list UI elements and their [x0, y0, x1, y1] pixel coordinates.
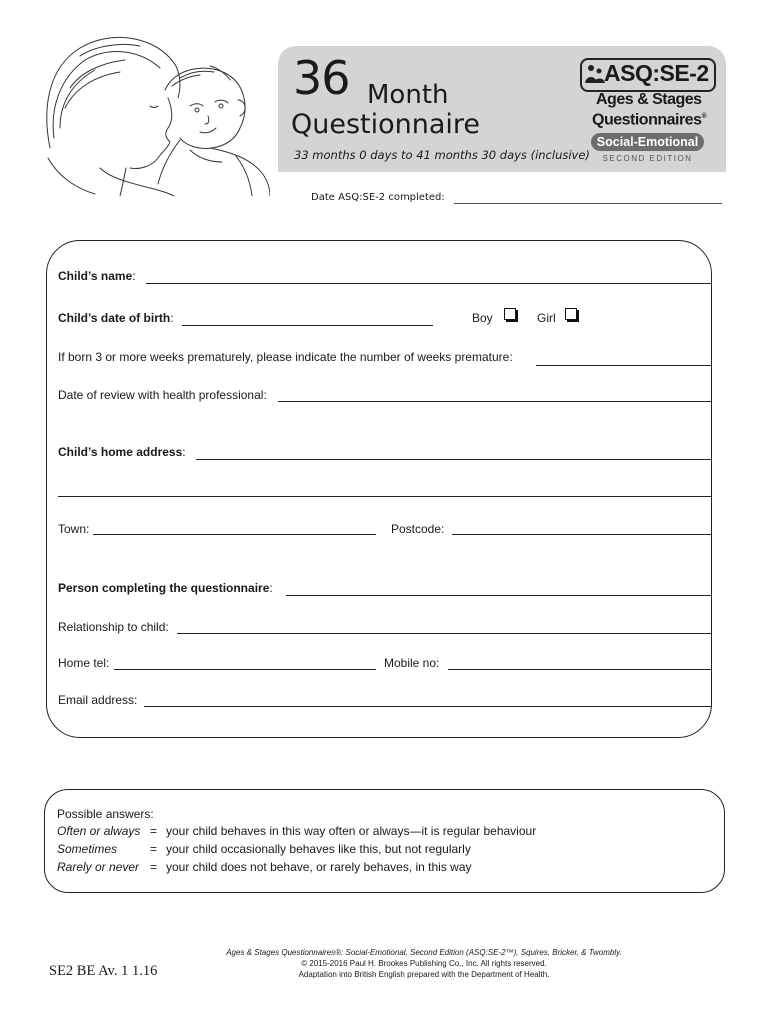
- answer-equals: =: [150, 824, 158, 838]
- illustration: [40, 28, 270, 196]
- date-completed-label: Date ASQ:SE-2 completed:: [311, 192, 445, 203]
- postcode-field[interactable]: [452, 534, 711, 535]
- dob-field[interactable]: [182, 325, 433, 326]
- postcode-label: Postcode:: [391, 522, 445, 536]
- childs-name-field[interactable]: [146, 283, 711, 284]
- age-number: 36: [293, 51, 350, 105]
- possible-answers-title: Possible answers:: [57, 807, 154, 821]
- copyright-notice: [180, 947, 668, 980]
- home-address-field[interactable]: [196, 459, 711, 460]
- relationship-label: Relationship to child:: [58, 620, 169, 634]
- logo-ages: Ages & Stages: [596, 91, 702, 108]
- home-tel-field[interactable]: [114, 669, 376, 670]
- answer-term: Sometimes: [57, 842, 118, 856]
- person-completing-field[interactable]: [286, 595, 711, 596]
- answer-equals: =: [150, 842, 158, 856]
- age-range: 33 months 0 days to 41 months 30 days (inclusive): [294, 148, 590, 162]
- answer-description: your child does not behave, or rarely behaves, in this way: [166, 860, 472, 874]
- adaptation-line: Adaptation into British English prepared with the Department of Health.: [298, 970, 550, 979]
- girl-label: Girl: [537, 311, 556, 325]
- home-address-label: Child’s home address:: [58, 445, 186, 459]
- citation-line: Ages & Stages Questionnaires®: Social-Emotional, Second Edition (ASQ:SE-2™), Squires, Bricker, & Twombly.: [226, 948, 622, 957]
- mobile-field[interactable]: [448, 669, 711, 670]
- premature-label: If born 3 or more weeks prematurely, please indicate the number of weeks premature:: [58, 350, 513, 364]
- copyright-line: © 2015-2016 Paul H. Brookes Publishing Co., Inc. All rights reserved.: [301, 959, 547, 968]
- childs-name-label: Child’s name:: [58, 269, 136, 283]
- boy-checkbox[interactable]: [504, 308, 516, 320]
- questionnaire-title: Questionnaire: [291, 109, 481, 140]
- town-label: Town:: [58, 522, 90, 536]
- relationship-field[interactable]: [177, 633, 711, 634]
- month-label: Month: [367, 80, 449, 110]
- logo-edition: SECOND EDITION: [602, 154, 693, 163]
- answer-term: Often or always: [57, 824, 141, 838]
- answer-term: Rarely or never: [57, 860, 140, 874]
- person-completing-label: Person completing the questionnaire:: [58, 581, 273, 595]
- review-date-field[interactable]: [278, 401, 711, 402]
- answer-description: your child behaves in this way often or always—it is regular behaviour: [166, 824, 537, 838]
- home-address-field-2[interactable]: [58, 496, 711, 497]
- review-date-label: Date of review with health professional:: [58, 388, 267, 402]
- premature-field[interactable]: [536, 365, 711, 366]
- email-label: Email address:: [58, 693, 138, 707]
- boy-label: Boy: [472, 311, 493, 325]
- logo-questionnaires: Questionnaires®: [592, 111, 707, 129]
- girl-checkbox[interactable]: [565, 308, 577, 320]
- mobile-label: Mobile no:: [384, 656, 440, 670]
- email-field[interactable]: [144, 706, 711, 707]
- form-code: SE2 BE Av. 1 1.16: [49, 963, 158, 979]
- answer-description: your child occasionally behaves like this, but not regularly: [166, 842, 471, 856]
- date-completed-field[interactable]: [454, 203, 722, 204]
- logo-asq: ASQ:SE-2: [604, 60, 709, 86]
- possible-answers-box: [44, 789, 725, 893]
- logo-social-emotional: Social-Emotional: [591, 133, 704, 151]
- answer-equals: =: [150, 860, 158, 874]
- dob-label: Child’s date of birth:: [58, 311, 174, 325]
- family-icon: [584, 62, 606, 84]
- town-field[interactable]: [93, 534, 376, 535]
- home-tel-label: Home tel:: [58, 656, 110, 670]
